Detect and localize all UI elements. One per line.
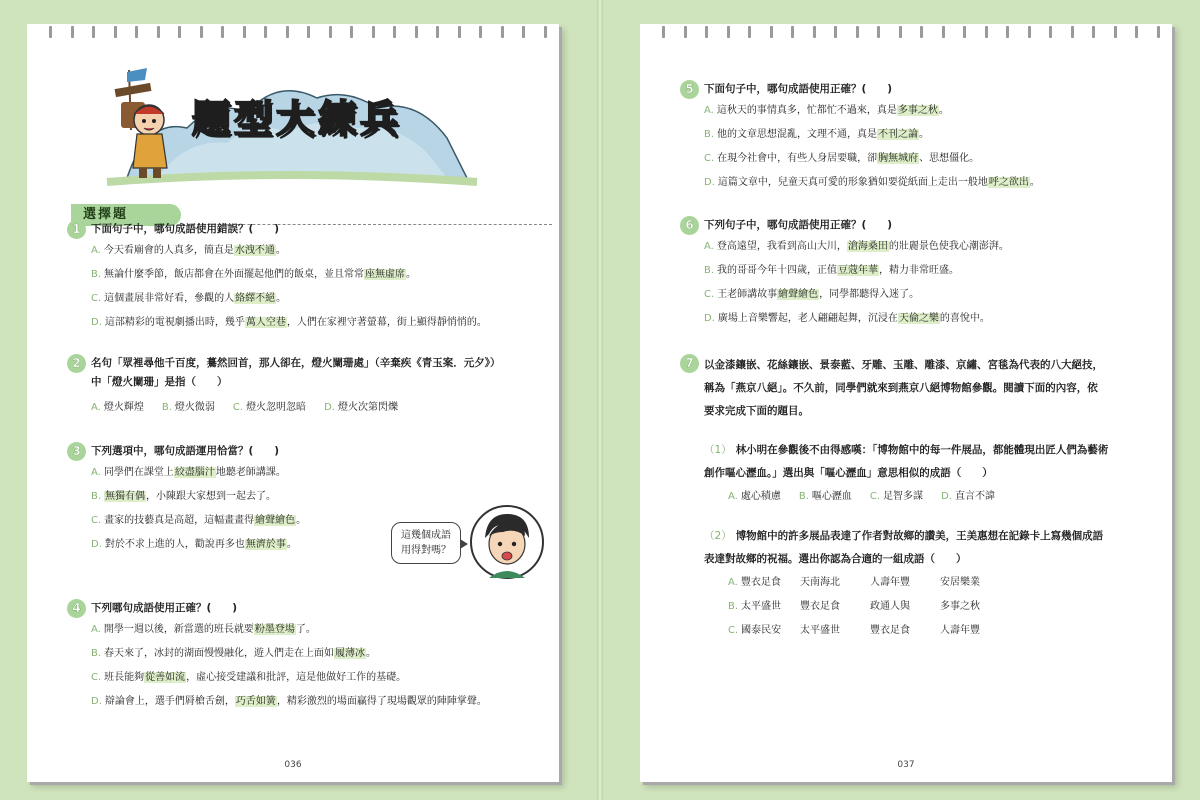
question-number: 6 — [680, 216, 699, 235]
binder-ring — [393, 26, 396, 38]
binder-ring — [727, 26, 730, 38]
question-number: 5 — [680, 80, 699, 99]
option-c[interactable]: C. 這個畫展非常好看，參觀的人絡繹不絕。 — [91, 293, 287, 304]
question-text: 名句「眾裡尋他千百度，驀然回首，那人卻在，燈火闌珊處」（辛棄疾《青玉案．元夕》） 中「燈火闌珊」是指（ ） — [91, 357, 501, 388]
binder-ring — [49, 26, 52, 38]
question-number: 3 — [67, 442, 86, 461]
binder-ring — [985, 26, 988, 38]
option-c[interactable]: C. 畫家的技藝真是高超，這幅畫畫得繪聲繪色。 — [91, 515, 307, 526]
binder-ring — [963, 26, 966, 38]
binder-ring — [71, 26, 74, 38]
option-c[interactable]: C. 班長能夠從善如流，虛心接受建議和批評，這是他做好工作的基礎。 — [91, 672, 407, 683]
binder-ring — [522, 26, 525, 38]
question-6 — [680, 216, 1160, 331]
binder-ring — [1006, 26, 1009, 38]
binder-ring — [1135, 26, 1138, 38]
binder-ring — [286, 26, 289, 38]
book-spine — [597, 0, 603, 800]
question-text: 下列句子中，哪句成語使用正確？( ) — [704, 219, 893, 231]
question-number: 7 — [680, 354, 699, 373]
question-text: 下列選項中，哪句成語運用恰當？( ) — [91, 445, 280, 457]
binder-ring — [178, 26, 181, 38]
right-page — [640, 24, 1172, 782]
binder-ring — [544, 26, 547, 38]
binder-ring — [243, 26, 246, 38]
binder-ring — [264, 26, 267, 38]
binder-ring — [684, 26, 687, 38]
character-illustration — [115, 68, 167, 178]
option-a[interactable]: A. 這秋天的事情真多，忙都忙不過來，真是多事之秋。 — [704, 105, 949, 116]
option-d[interactable]: D. 辯論會上，選手們脣槍舌劍，巧舌如簧，精彩激烈的場面贏得了現場觀眾的陣陣掌聲。 — [91, 696, 487, 707]
binder-ring — [329, 26, 332, 38]
binder-ring — [748, 26, 751, 38]
option-a[interactable]: A. 今天看廟會的人真多，簡直是水洩不通。 — [91, 245, 286, 256]
question-text: 下面句子中，哪句成語使用錯誤？( ) — [91, 223, 280, 235]
option-b[interactable]: B. 嘔心瀝血 — [798, 491, 852, 502]
option-d[interactable]: D. 廣場上音樂響起，老人翩翩起舞，沉浸在天倫之樂的喜悅中。 — [704, 313, 990, 324]
option-a[interactable]: A. 燈火輝煌 — [91, 402, 144, 413]
question-text: 下面句子中，哪句成語使用正確？( ) — [704, 83, 893, 95]
option-b[interactable]: B. 燈火微弱 — [161, 402, 215, 413]
question-5 — [680, 80, 1160, 195]
binder-ring — [501, 26, 504, 38]
page-title: 題型大練兵 — [192, 97, 403, 141]
sub-question-2: （2） 博物館中的許多展品表達了作者對故鄉的讚美，王美惠想在記錄卡上寫幾個成語 表達對故鄉的祝福。選出你認為合適的一組成語（ ） — [704, 530, 1104, 565]
binder-ring — [705, 26, 708, 38]
binder-ring — [1092, 26, 1095, 38]
binder-ring — [1071, 26, 1074, 38]
binder-ring — [458, 26, 461, 38]
option-d[interactable]: D. 這篇文章中，兒童天真可愛的形象猶如要從紙面上走出一般地呼之欲出。 — [704, 177, 1040, 188]
binder-ring — [157, 26, 160, 38]
question-number: 2 — [67, 354, 86, 373]
binder-ring — [1157, 26, 1160, 38]
question-number: 4 — [67, 599, 86, 618]
option-a[interactable]: A. 同學們在課堂上絞盡腦汁地聽老師講課。 — [91, 467, 286, 478]
option-b[interactable]: B. 太平盛世 豐衣足食 政通人與 多事之秋 — [728, 601, 980, 612]
option-b[interactable]: B. 無獨有偶，小陳跟大家想到一起去了。 — [91, 491, 277, 502]
question-7 — [680, 354, 1160, 643]
binder-ring — [770, 26, 773, 38]
binder-ring — [92, 26, 95, 38]
option-c[interactable]: C. 國泰民安 太平盛世 豐衣足食 人壽年豐 — [728, 625, 980, 636]
option-b[interactable]: B. 他的文章思想混亂，文理不通，真是不刊之論。 — [704, 129, 930, 140]
option-b[interactable]: B. 無論什麼季節，飯店都會在外面擺起他們的飯桌，並且常常座無虛席。 — [91, 269, 417, 280]
binder-ring — [350, 26, 353, 38]
binder-ring — [415, 26, 418, 38]
left-page — [27, 24, 559, 782]
option-a[interactable]: A. 處心積慮 — [728, 491, 781, 502]
section-tab-multiple-choice: 選擇題 — [71, 204, 181, 226]
option-c[interactable]: C. 燈火忽明忽暗 — [232, 402, 307, 413]
question-4 — [67, 599, 547, 714]
page-number: 036 — [284, 760, 302, 770]
sub-question-1: （1） 林小明在參觀後不由得感嘆：「博物館中的每一件展品，都能體現出匠人們為藝術 創作嘔心瀝血。」選出與「嘔心瀝血」意思相似的成語（ ） — [704, 444, 1109, 479]
binder-ring — [942, 26, 945, 38]
binder-ring — [856, 26, 859, 38]
binder-ring — [135, 26, 138, 38]
binder-ring — [200, 26, 203, 38]
question-number: 1 — [67, 220, 86, 239]
option-b[interactable]: B. 春天來了，冰封的湖面慢慢融化，遊人們走在上面如履薄冰。 — [91, 648, 377, 659]
option-d[interactable]: D. 對於不求上進的人，勸說再多也無濟於事。 — [91, 539, 297, 550]
binder-ring — [479, 26, 482, 38]
option-d[interactable]: D. 直言不諱 — [941, 491, 995, 502]
option-d[interactable]: D. 燈火次第閃爍 — [324, 402, 398, 413]
binder-ring — [114, 26, 117, 38]
spiral-binding — [37, 24, 549, 38]
option-d[interactable]: D. 這部精彩的電視劇播出時，幾乎萬人空巷，人們在家裡守著螢幕，街上顯得靜悄悄的。 — [91, 317, 487, 328]
binder-ring — [1028, 26, 1031, 38]
student-avatar — [467, 502, 547, 582]
spiral-binding — [650, 24, 1162, 38]
binder-ring — [436, 26, 439, 38]
question-text: 以金漆鑲嵌、花絲鑲嵌、景泰藍、牙雕、玉雕、雕漆、京繡、宮毯為代表的八大絕技， 稱為「燕京八絕」。不久前，同學們就來到燕京八絕博物館參觀。閱讀下面的內容，依 要求完成下面的題目。 — [704, 359, 1103, 417]
binder-ring — [372, 26, 375, 38]
question-2 — [67, 354, 547, 420]
binder-ring — [877, 26, 880, 38]
page-number: 037 — [897, 760, 915, 770]
option-a[interactable]: A. 登高遠望，我看到高山大川，滄海桑田的壯麗景色使我心潮澎湃。 — [704, 241, 1009, 252]
binder-ring — [1114, 26, 1117, 38]
binder-ring — [1049, 26, 1052, 38]
binder-ring — [920, 26, 923, 38]
option-c[interactable]: C. 在現今社會中，有些人身居要職，卻胸無城府、思想僵化。 — [704, 153, 980, 164]
option-a[interactable]: A. 豐衣足食 天南海北 人壽年豐 安居樂業 — [728, 577, 980, 588]
binder-ring — [791, 26, 794, 38]
option-a[interactable]: A. 開學一週以後，新當選的班長就要粉墨登場了。 — [91, 624, 316, 635]
option-b[interactable]: B. 我的哥哥今年十四歲，正值豆蔻年華，精力非常旺盛。 — [704, 265, 960, 276]
binder-ring — [307, 26, 310, 38]
option-c[interactable]: C. 足智多謀 — [869, 491, 924, 502]
binder-ring — [221, 26, 224, 38]
binder-ring — [662, 26, 665, 38]
option-c[interactable]: C. 王老師講故事繪聲繪色，同學都聽得入迷了。 — [704, 289, 920, 300]
question-text: 下列哪句成語使用正確？( ) — [91, 602, 238, 614]
binder-ring — [834, 26, 837, 38]
speech-bubble: 這幾個成語 用得對嗎？ — [391, 522, 461, 564]
question-1 — [67, 220, 547, 335]
binder-ring — [813, 26, 816, 38]
binder-ring — [899, 26, 902, 38]
